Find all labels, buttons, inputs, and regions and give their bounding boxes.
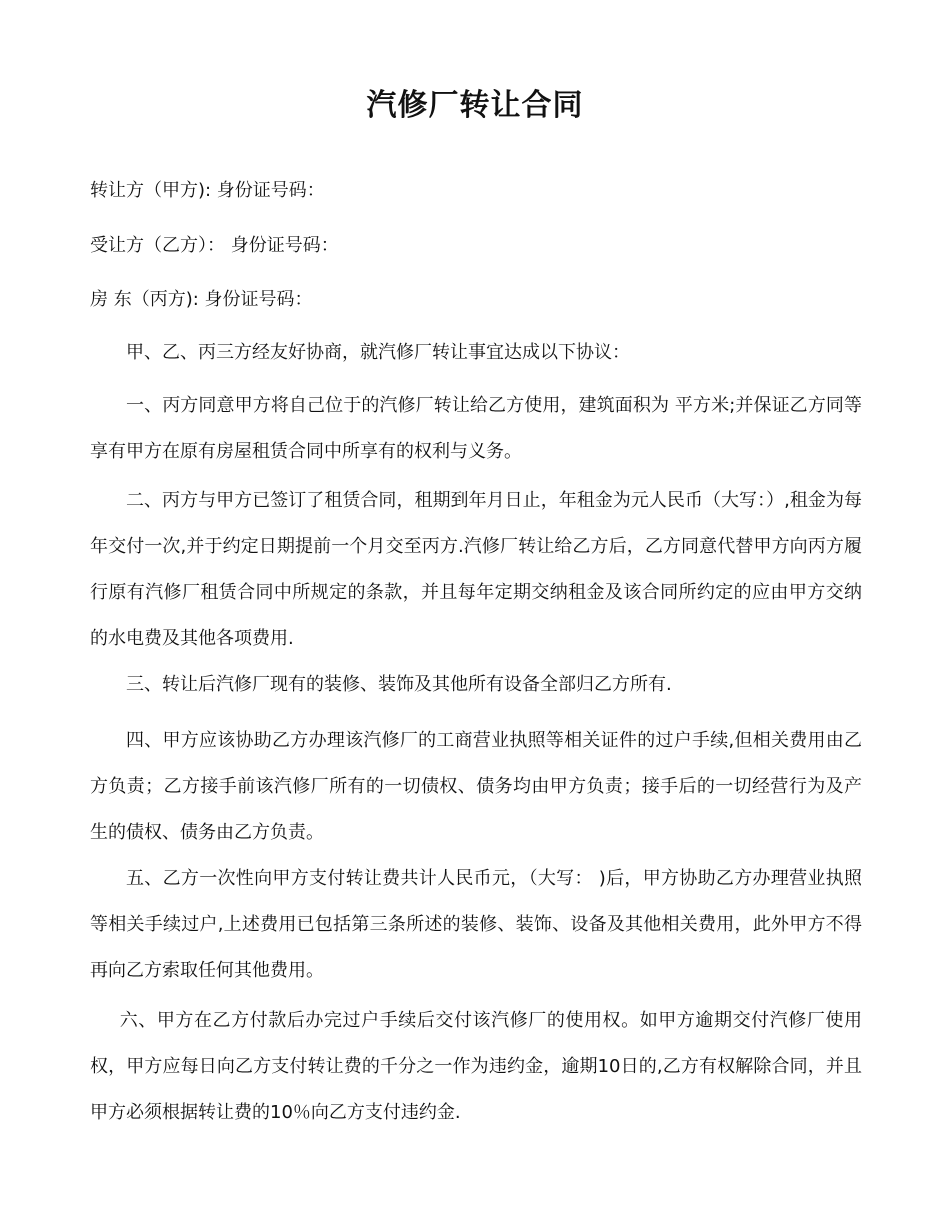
clause-6: 六、甲方在乙方付款后办完过户手续后交付该汽修厂的使用权。如甲方逾期交付汽修厂使用权，甲方应每日向乙方支付转让费的千分之一作为违约金，逾期10日的,乙方有权解除合同，并且甲方必须根据转让费的10％向乙方支付违约金. [90, 1010, 862, 1123]
landlord-line: 房 东（丙方): 身份证号码： [90, 289, 313, 310]
transferor-line: 转让方（甲方): 身份证号码： [90, 180, 325, 201]
clause-1: 一、丙方同意甲方将自己位于的汽修厂转让给乙方使用，建筑面积为 平方米;并保证乙方同等享有甲方在原有房屋租赁合同中所享有的权利与义务。 [90, 395, 862, 462]
intro-paragraph: 甲、乙、丙三方经友好协商，就汽修厂转让事宜达成以下协议： [126, 342, 630, 363]
clause-4: 四、甲方应该协助乙方办理该汽修厂的工商营业执照等相关证件的过户手续,但相关费用由乙方负责；乙方接手前该汽修厂所有的一切债权、债务均由甲方负责；接手后的一切经营行为及产生的债权、债务由乙方负责。 [90, 730, 862, 843]
transferee-line: 受让方（乙方）： 身份证号码： [90, 235, 339, 256]
clause-2: 二、丙方与甲方已签订了租赁合同，租期到年月日止，年租金为元人民币（大写：）,租金为每年交付一次,并于约定日期提前一个月交至丙方.汽修厂转让给乙方后，乙方同意代替甲方向丙方履行原有汽修厂租赁合同中所规定的条款，并且每年定期交纳租金及该合同所约定的应由甲方交纳的水电费及其他各项费用. [90, 490, 862, 649]
document-title: 汽修厂转让合同 [366, 88, 584, 123]
clause-5: 五、乙方一次性向甲方支付转让费共计人民币元，（大写： )后，甲方协助乙方办理营业执照等相关手续过户,上述费用已包括第三条所述的装修、装饰、设备及其他相关费用，此外甲方不得再向乙方索取任何其他费用。 [90, 868, 862, 981]
clause-3: 三、转让后汽修厂现有的装修、装饰及其他所有设备全部归乙方所有. [126, 674, 672, 695]
